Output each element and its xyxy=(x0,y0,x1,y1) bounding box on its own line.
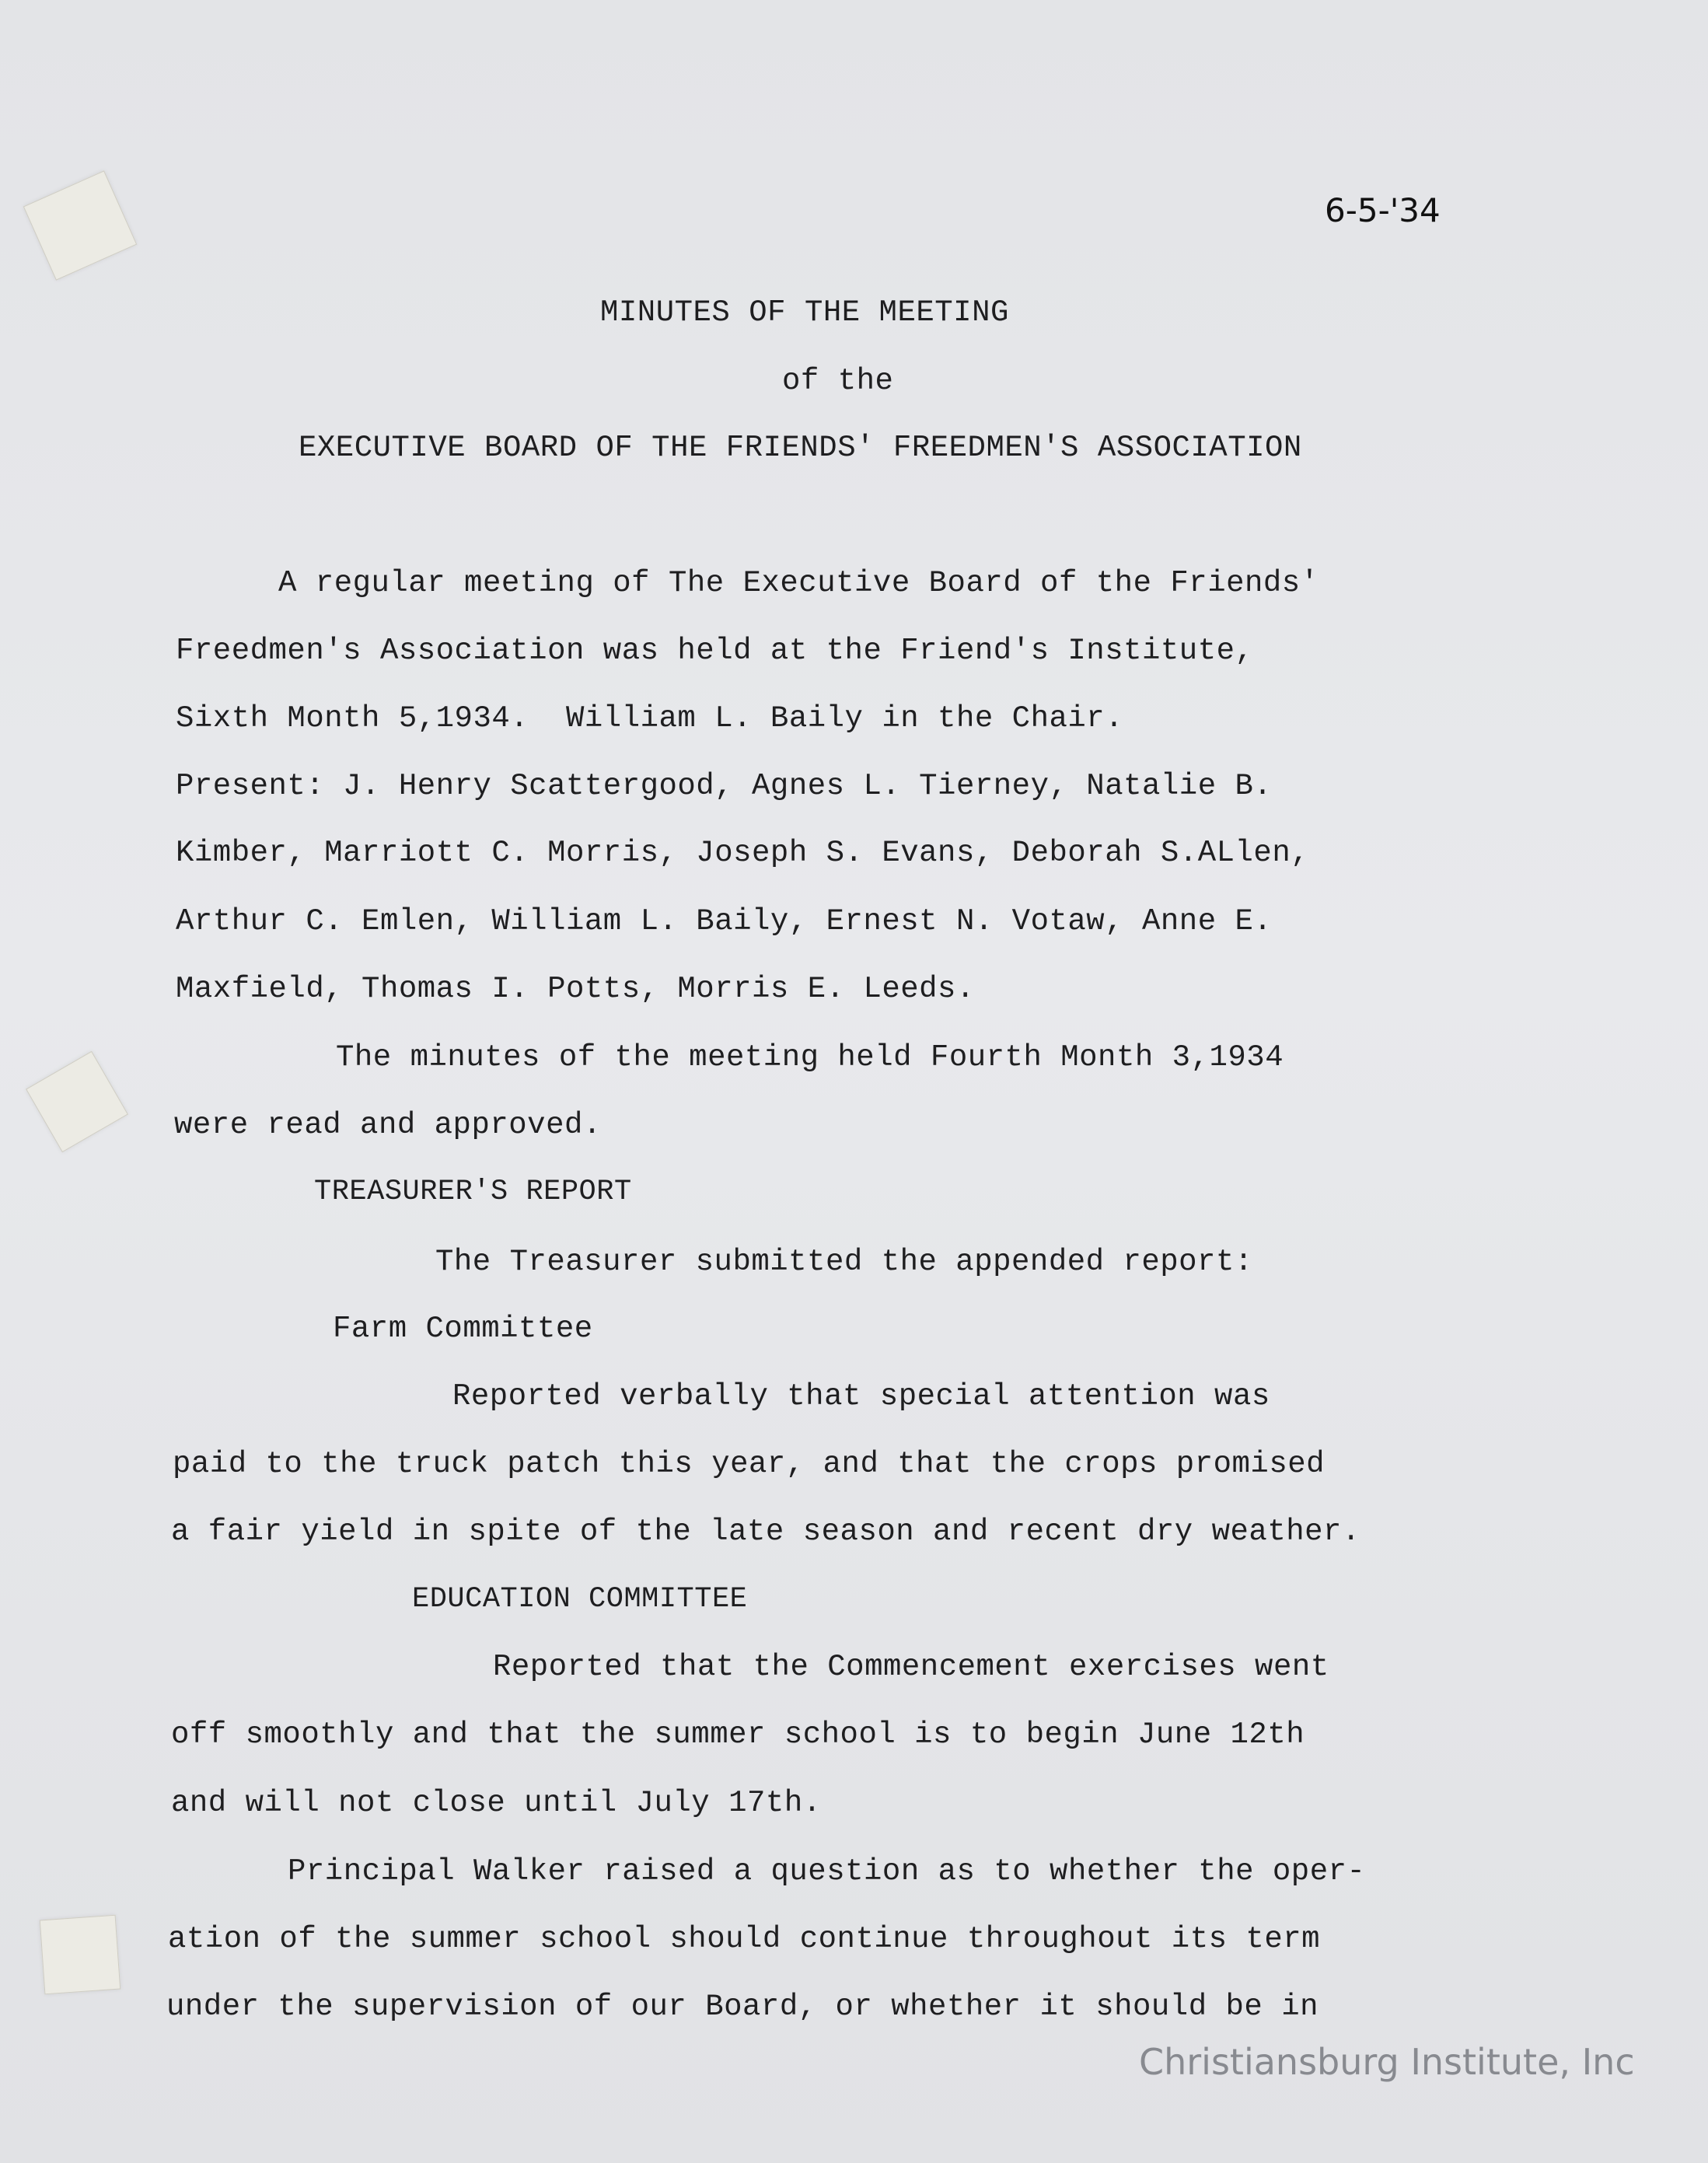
body-line-15: a fair yield in spite of the late season and recent dry weather. xyxy=(171,1515,1360,1549)
title-line-2: of the xyxy=(782,364,894,398)
body-line-5: Kimber, Marriott C. Morris, Joseph S. Evans, Deborah S.ALlen, xyxy=(176,836,1310,870)
body-line-22: under the supervision of our Board, or whether it should be in xyxy=(166,1990,1319,2024)
body-line-17: Reported that the Commencement exercises went xyxy=(493,1650,1329,1684)
body-line-6: Arthur C. Emlen, William L. Baily, Ernest N. Votaw, Anne E. xyxy=(176,904,1273,938)
watermark: Christiansburg Institute, Inc xyxy=(1139,2041,1635,2083)
title-line-1: MINUTES OF THE MEETING xyxy=(600,295,1009,330)
body-line-2: Freedmen's Association was held at the Friend's Institute, xyxy=(176,634,1254,668)
tape-middle-left xyxy=(26,1051,128,1152)
tape-bottom-left xyxy=(40,1915,121,1995)
handwritten-date: 6-5-'34 xyxy=(1325,191,1441,229)
title-line-3: EXECUTIVE BOARD OF THE FRIENDS' FREEDMEN'S ASSOCIATION xyxy=(299,431,1302,465)
body-line-9: were read and approved. xyxy=(174,1108,602,1142)
body-line-13: Reported verbally that special attention was xyxy=(452,1379,1270,1413)
body-line-20: Principal Walker raised a question as to whether the oper- xyxy=(288,1854,1366,1889)
section-heading-education: EDUCATION COMMITTEE xyxy=(412,1583,748,1616)
body-line-1: A regular meeting of The Executive Board of the Friends' xyxy=(278,566,1319,600)
body-line-21: ation of the summer school should continue throughout its term xyxy=(168,1922,1321,1956)
body-line-19: and will not close until July 17th. xyxy=(171,1786,822,1820)
body-line-8: The minutes of the meeting held Fourth Month 3,1934 xyxy=(336,1040,1284,1075)
body-line-3: Sixth Month 5,1934. William L. Baily in the Chair. xyxy=(176,701,1124,736)
body-line-11: The Treasurer submitted the appended report: xyxy=(435,1245,1253,1279)
subheading-farm-committee: Farm Committee xyxy=(333,1312,593,1346)
body-line-4: Present: J. Henry Scattergood, Agnes L. Tierney, Natalie B. xyxy=(176,769,1273,803)
body-line-7: Maxfield, Thomas I. Potts, Morris E. Leeds. xyxy=(176,972,975,1006)
body-line-14: paid to the truck patch this year, and that the crops promised xyxy=(173,1447,1326,1481)
section-heading-treasurer: TREASURER'S REPORT xyxy=(314,1176,632,1208)
body-line-18: off smoothly and that the summer school is to begin June 12th xyxy=(171,1717,1305,1752)
tape-top-left xyxy=(23,170,137,280)
